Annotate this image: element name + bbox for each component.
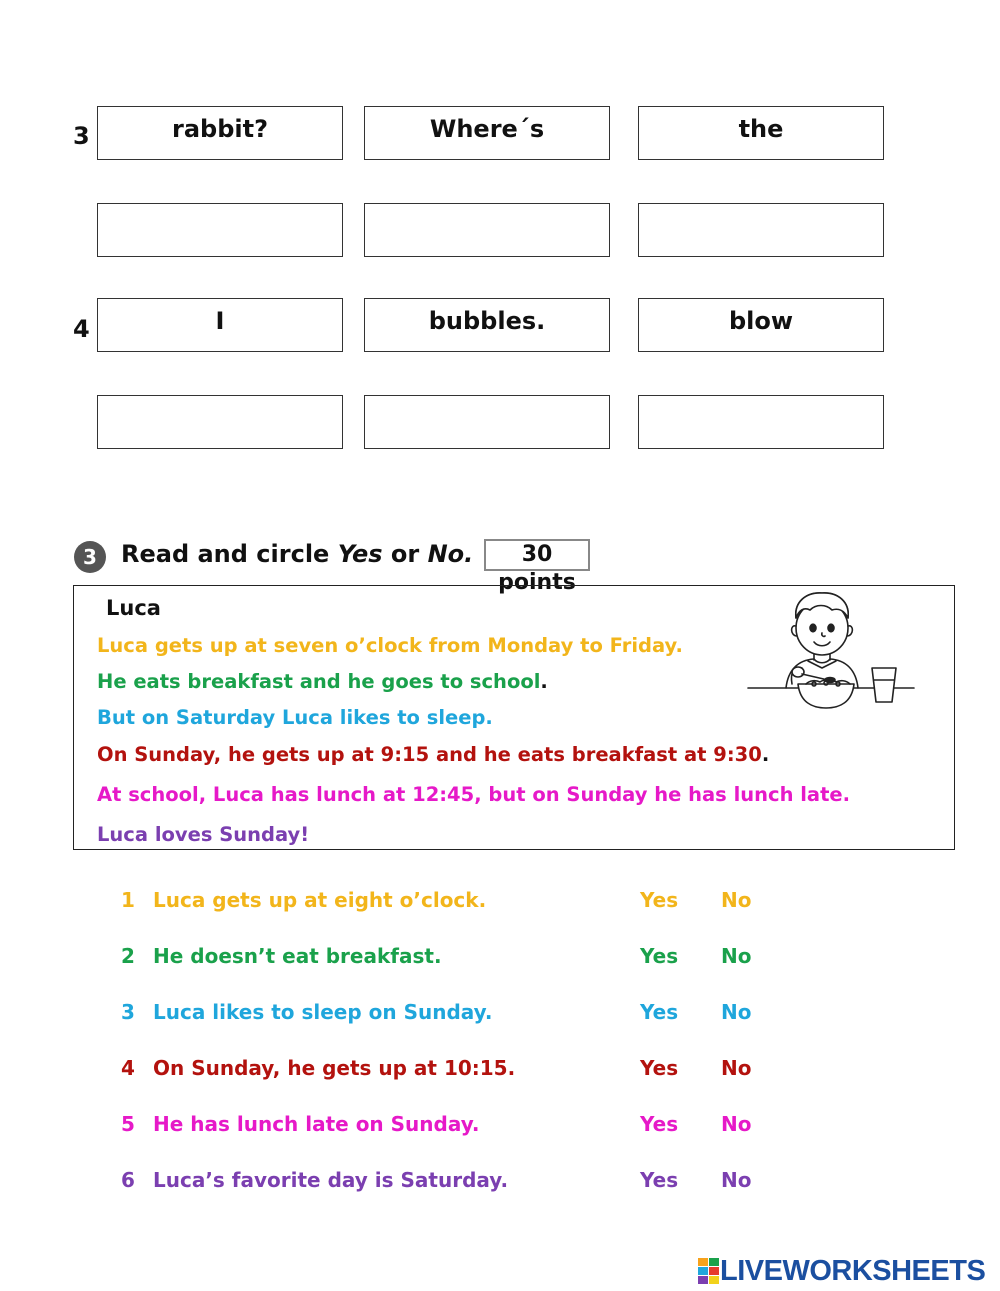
story-title: Luca: [106, 596, 161, 620]
answer-yes[interactable]: Yes: [640, 1000, 679, 1024]
question-number: 4: [121, 1056, 135, 1080]
word-tile-2[interactable]: Where´s: [364, 106, 610, 160]
answer-slot-3-2[interactable]: [364, 203, 610, 257]
answer-yes[interactable]: Yes: [640, 1112, 679, 1136]
story-line-2-period: .: [540, 670, 548, 693]
story-line-4-period: .: [761, 743, 770, 766]
question-text: He doesn’t eat breakfast.: [153, 944, 442, 968]
points-badge: 30 points: [484, 539, 590, 571]
answer-slot-3-1[interactable]: [97, 203, 343, 257]
word-tile-1[interactable]: rabbit?: [97, 106, 343, 160]
story-line-6: Luca loves Sunday!: [97, 823, 310, 846]
row-number-3: 3: [73, 122, 90, 150]
answer-yes[interactable]: Yes: [640, 888, 679, 912]
story-line-4: [97, 743, 769, 766]
row-number-4: 4: [73, 315, 90, 343]
title-yes: Yes: [337, 540, 383, 568]
answer-no[interactable]: No: [721, 1000, 752, 1024]
answer-no[interactable]: No: [721, 1056, 752, 1080]
liveworksheets-logo[interactable]: [698, 1254, 985, 1288]
answer-no[interactable]: No: [721, 944, 752, 968]
answer-slot-4-2[interactable]: [364, 395, 610, 449]
boy-eating-breakfast-illustration: [746, 588, 918, 722]
section-number-badge: 3: [74, 541, 106, 573]
question-number: 3: [121, 1000, 135, 1024]
word-tile-1[interactable]: I: [97, 298, 343, 352]
word-tile-3[interactable]: blow: [638, 298, 884, 352]
title-no: No.: [427, 540, 474, 568]
story-line-1: Luca gets up at seven o’clock from Monday to Friday.: [97, 634, 683, 657]
answer-no[interactable]: No: [721, 888, 752, 912]
question-text: On Sunday, he gets up at 10:15.: [153, 1056, 516, 1080]
answer-no[interactable]: No: [721, 1168, 752, 1192]
section-title: [121, 540, 473, 568]
question-number: 1: [121, 888, 135, 912]
question-text: Luca’s favorite day is Saturday.: [153, 1168, 509, 1192]
answer-yes[interactable]: Yes: [640, 1056, 679, 1080]
story-line-3: But on Saturday Luca likes to sleep.: [97, 706, 493, 729]
question-text: Luca likes to sleep on Sunday.: [153, 1000, 493, 1024]
question-text: Luca gets up at eight o’clock.: [153, 888, 487, 912]
word-tile-2[interactable]: bubbles.: [364, 298, 610, 352]
story-line-2: [97, 670, 548, 693]
answer-slot-4-1[interactable]: [97, 395, 343, 449]
story-line-5: At school, Luca has lunch at 12:45, but on Sunday he has lunch late.: [97, 783, 851, 806]
title-prefix: Read and circle: [121, 540, 338, 568]
story-box: [73, 585, 955, 850]
question-number: 2: [121, 944, 135, 968]
question-number: 6: [121, 1168, 135, 1192]
answer-no[interactable]: No: [721, 1112, 752, 1136]
story-line-4-text: On Sunday, he gets up at 9:15 and he eats breakfast at 9:30: [97, 743, 762, 766]
word-tile-3[interactable]: the: [638, 106, 884, 160]
question-text: He has lunch late on Sunday.: [153, 1112, 480, 1136]
liveworksheets-blocks-icon: [698, 1258, 720, 1284]
answer-yes[interactable]: Yes: [640, 944, 679, 968]
logo-text: LIVEWORKSHEETS: [720, 1254, 986, 1287]
story-line-2-text: He eats breakfast and he goes to school: [97, 670, 541, 693]
title-or: or: [382, 540, 428, 568]
answer-slot-4-3[interactable]: [638, 395, 884, 449]
answer-yes[interactable]: Yes: [640, 1168, 679, 1192]
question-number: 5: [121, 1112, 135, 1136]
answer-slot-3-3[interactable]: [638, 203, 884, 257]
